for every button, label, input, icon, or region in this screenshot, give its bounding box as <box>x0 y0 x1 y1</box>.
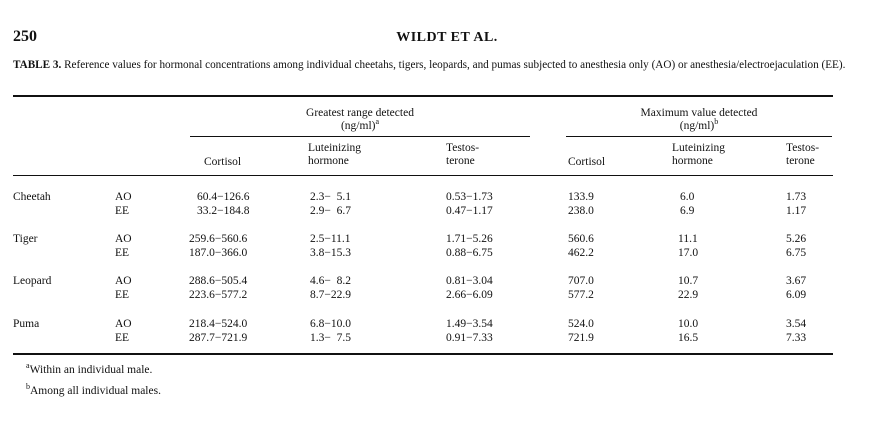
treatment-labels: AO EE <box>115 275 132 301</box>
group-range-title: Greatest range detected <box>306 107 414 119</box>
testosterone-range: 0.53−1.73 0.47−1.17 <box>446 191 493 217</box>
cortisol-max: 560.6 462.2 <box>568 233 594 259</box>
table-row-leopard <box>0 275 894 303</box>
cortisol-range: 218.4−524.0 287.7−721.9 <box>189 318 248 344</box>
testosterone-range: 1.49−3.54 0.91−7.33 <box>446 318 493 344</box>
footnote-a: $^a$Within an individual male. <box>26 361 153 376</box>
header-bottom-rule <box>13 175 833 176</box>
cortisol-range: 288.6−505.4 223.6−577.2 <box>189 275 248 301</box>
table-row-tiger <box>0 233 894 261</box>
testosterone-max: 1.73 1.17 <box>786 191 807 217</box>
lh-range: 2.3− 5.1 2.9− 6.7 <box>310 191 351 217</box>
lh-max: 6.0 6.9 <box>680 191 695 217</box>
group-header-range <box>190 107 530 133</box>
group-max-unit: $(ng/ml)^b$ <box>679 117 719 132</box>
page-number: 250 <box>13 28 37 45</box>
species-label: Tiger <box>13 233 38 245</box>
group-header-max <box>566 107 832 133</box>
table-caption <box>13 58 853 73</box>
species-label: Puma <box>13 318 40 330</box>
caption-label: TABLE 3. <box>13 59 62 71</box>
col-header-cortisol-range: Cortisol <box>204 156 242 168</box>
lh-max: 10.0 16.5 <box>678 318 699 344</box>
cortisol-max: 707.0 577.2 <box>568 275 594 301</box>
testosterone-max: 5.26 6.75 <box>786 233 807 259</box>
group-max-rule <box>566 136 832 137</box>
treatment-labels: AO EE <box>115 233 132 259</box>
testosterone-range: 1.71−5.26 0.88−6.75 <box>446 233 493 259</box>
col-header-testo-range: Testos- terone <box>446 142 480 167</box>
species-label: Cheetah <box>13 191 51 203</box>
footnote-b: $^b$Among all individual males. <box>26 382 161 397</box>
lh-max: 10.7 22.9 <box>678 275 699 301</box>
col-header-cortisol-max: Cortisol <box>568 156 606 168</box>
treatment-labels: AO EE <box>115 318 132 344</box>
group-max-title: Maximum value detected <box>640 107 758 119</box>
cortisol-max: 133.9 238.0 <box>568 191 594 217</box>
table-row-cheetah <box>0 191 894 219</box>
testosterone-range: 0.81−3.04 2.66−6.09 <box>446 275 493 301</box>
cortisol-max: 524.0 721.9 <box>568 318 594 344</box>
cortisol-range: 60.4−126.6 33.2−184.8 <box>197 191 250 217</box>
lh-range: 4.6− 8.2 8.7−22.9 <box>310 275 351 301</box>
table-top-rule <box>13 95 833 97</box>
species-label: Leopard <box>13 275 52 287</box>
running-head: WILDT ET AL. <box>396 30 498 45</box>
table-bottom-rule <box>13 353 833 355</box>
caption-text: Reference values for hormonal concentrations among individual cheetahs, tigers, leopards, and pumas subjected to anesthesia only (AO) or anesthesia/electroejaculation (EE). <box>64 59 846 71</box>
lh-range: 2.5−11.1 3.8−15.3 <box>310 233 351 259</box>
cortisol-range: 259.6−560.6 187.0−366.0 <box>189 233 248 259</box>
testosterone-max: 3.54 7.33 <box>786 318 807 344</box>
col-header-testo-max: Testos- terone <box>786 142 820 167</box>
group-range-rule <box>190 136 530 137</box>
col-header-lh-range: Luteinizing hormone <box>308 142 362 167</box>
treatment-labels: AO EE <box>115 191 132 217</box>
col-header-lh-max: Luteinizing hormone <box>672 142 726 167</box>
table-row-puma <box>0 318 894 346</box>
testosterone-max: 3.67 6.09 <box>786 275 807 301</box>
group-range-unit: $(ng/ml)^a$ <box>340 117 380 132</box>
lh-range: 6.8−10.0 1.3− 7.5 <box>310 318 351 344</box>
lh-max: 11.1 17.0 <box>678 233 699 259</box>
